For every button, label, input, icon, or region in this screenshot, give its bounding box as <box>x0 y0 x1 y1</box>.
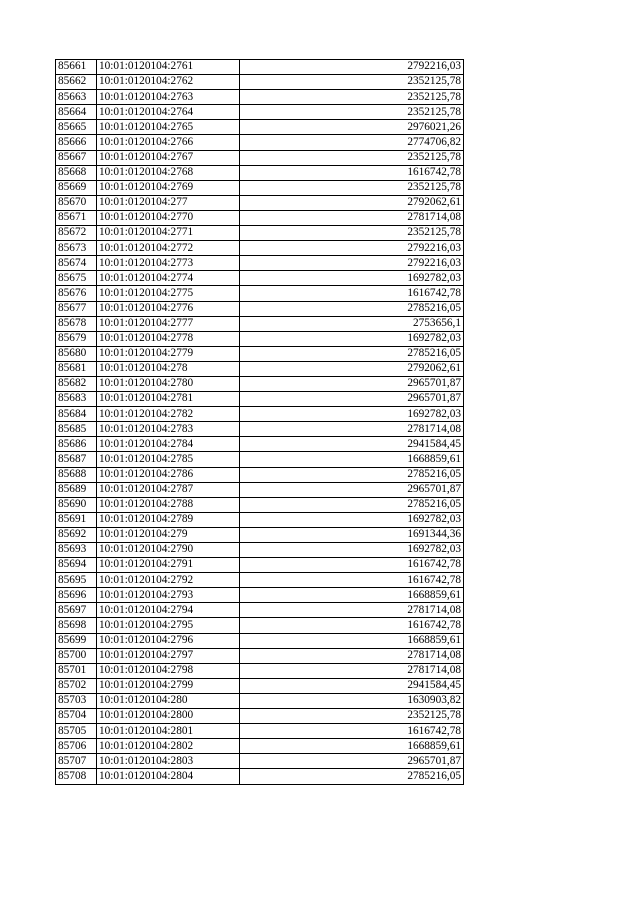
row-number-cell: 85701 <box>56 663 97 678</box>
cadastral-number-cell: 10:01:0120104:279 <box>97 527 240 542</box>
cadastral-number-cell: 10:01:0120104:2802 <box>97 739 240 754</box>
value-cell: 2781714,08 <box>240 663 464 678</box>
row-number-cell: 85697 <box>56 603 97 618</box>
value-cell: 1616742,78 <box>240 618 464 633</box>
cadastral-number-cell: 10:01:0120104:2797 <box>97 648 240 663</box>
table-row <box>56 648 464 663</box>
row-number-cell: 85662 <box>56 75 97 90</box>
row-number-cell: 85691 <box>56 512 97 527</box>
table-row <box>56 286 464 301</box>
table-row <box>56 331 464 346</box>
table-row <box>56 482 464 497</box>
table-row <box>56 497 464 512</box>
cadastral-number-cell: 10:01:0120104:2766 <box>97 135 240 150</box>
cadastral-number-cell: 10:01:0120104:2795 <box>97 618 240 633</box>
value-cell: 2785216,05 <box>240 497 464 512</box>
row-number-cell: 85703 <box>56 693 97 708</box>
cadastral-number-cell: 10:01:0120104:277 <box>97 195 240 210</box>
cadastral-number-cell: 10:01:0120104:2785 <box>97 452 240 467</box>
cadastral-number-cell: 10:01:0120104:2798 <box>97 663 240 678</box>
row-number-cell: 85665 <box>56 120 97 135</box>
value-cell: 2792062,61 <box>240 361 464 376</box>
row-number-cell: 85673 <box>56 241 97 256</box>
row-number-cell: 85695 <box>56 573 97 588</box>
cadastral-number-cell: 10:01:0120104:2803 <box>97 754 240 769</box>
row-number-cell: 85689 <box>56 482 97 497</box>
table-row <box>56 165 464 180</box>
value-cell: 2352125,78 <box>240 180 464 195</box>
table-row <box>56 678 464 693</box>
value-cell: 2976021,26 <box>240 120 464 135</box>
data-table-body <box>56 60 464 785</box>
value-cell: 2781714,08 <box>240 210 464 225</box>
value-cell: 2352125,78 <box>240 709 464 724</box>
table-row <box>56 376 464 391</box>
cadastral-number-cell: 10:01:0120104:2763 <box>97 90 240 105</box>
cadastral-number-cell: 10:01:0120104:2793 <box>97 588 240 603</box>
row-number-cell: 85684 <box>56 407 97 422</box>
row-number-cell: 85707 <box>56 754 97 769</box>
cadastral-number-cell: 10:01:0120104:2780 <box>97 376 240 391</box>
value-cell: 2352125,78 <box>240 90 464 105</box>
row-number-cell: 85693 <box>56 543 97 558</box>
value-cell: 2785216,05 <box>240 467 464 482</box>
table-row <box>56 301 464 316</box>
table-row <box>56 739 464 754</box>
table-row <box>56 437 464 452</box>
row-number-cell: 85688 <box>56 467 97 482</box>
row-number-cell: 85670 <box>56 195 97 210</box>
cadastral-number-cell: 10:01:0120104:2788 <box>97 497 240 512</box>
cadastral-number-cell: 10:01:0120104:2804 <box>97 769 240 784</box>
value-cell: 1616742,78 <box>240 573 464 588</box>
table-row <box>56 588 464 603</box>
table-row <box>56 256 464 271</box>
value-cell: 1616742,78 <box>240 286 464 301</box>
value-cell: 2352125,78 <box>240 75 464 90</box>
value-cell: 2774706,82 <box>240 135 464 150</box>
row-number-cell: 85671 <box>56 210 97 225</box>
row-number-cell: 85704 <box>56 709 97 724</box>
cadastral-number-cell: 10:01:0120104:2764 <box>97 105 240 120</box>
table-row <box>56 754 464 769</box>
value-cell: 1616742,78 <box>240 558 464 573</box>
table-row <box>56 603 464 618</box>
cadastral-number-cell: 10:01:0120104:2786 <box>97 467 240 482</box>
row-number-cell: 85696 <box>56 588 97 603</box>
cadastral-number-cell: 10:01:0120104:2773 <box>97 256 240 271</box>
row-number-cell: 85675 <box>56 271 97 286</box>
cadastral-number-cell: 10:01:0120104:2771 <box>97 226 240 241</box>
table-row <box>56 769 464 784</box>
value-cell: 2781714,08 <box>240 648 464 663</box>
table-row <box>56 512 464 527</box>
row-number-cell: 85687 <box>56 452 97 467</box>
table-row <box>56 407 464 422</box>
cadastral-number-cell: 10:01:0120104:2774 <box>97 271 240 286</box>
value-cell: 2352125,78 <box>240 150 464 165</box>
row-number-cell: 85683 <box>56 392 97 407</box>
value-cell: 2792216,03 <box>240 256 464 271</box>
value-cell: 2965701,87 <box>240 754 464 769</box>
cadastral-number-cell: 10:01:0120104:2777 <box>97 316 240 331</box>
cadastral-number-cell: 10:01:0120104:2794 <box>97 603 240 618</box>
table-row <box>56 210 464 225</box>
value-cell: 2965701,87 <box>240 376 464 391</box>
row-number-cell: 85692 <box>56 527 97 542</box>
cadastral-number-cell: 10:01:0120104:2776 <box>97 301 240 316</box>
row-number-cell: 85708 <box>56 769 97 784</box>
value-cell: 1692782,03 <box>240 512 464 527</box>
cadastral-number-cell: 10:01:0120104:278 <box>97 361 240 376</box>
cadastral-number-cell: 10:01:0120104:2791 <box>97 558 240 573</box>
cadastral-number-cell: 10:01:0120104:2800 <box>97 709 240 724</box>
cadastral-number-cell: 10:01:0120104:2762 <box>97 75 240 90</box>
value-cell: 2781714,08 <box>240 422 464 437</box>
cadastral-number-cell: 10:01:0120104:2779 <box>97 346 240 361</box>
row-number-cell: 85705 <box>56 724 97 739</box>
table-row <box>56 241 464 256</box>
table-row <box>56 558 464 573</box>
value-cell: 2785216,05 <box>240 769 464 784</box>
cadastral-number-cell: 10:01:0120104:2769 <box>97 180 240 195</box>
row-number-cell: 85681 <box>56 361 97 376</box>
table-row <box>56 663 464 678</box>
cadastral-number-cell: 10:01:0120104:2761 <box>97 60 240 75</box>
cadastral-number-cell: 10:01:0120104:2789 <box>97 512 240 527</box>
value-cell: 2785216,05 <box>240 346 464 361</box>
table-row <box>56 75 464 90</box>
data-table <box>55 59 464 785</box>
table-row <box>56 346 464 361</box>
table-row <box>56 90 464 105</box>
row-number-cell: 85661 <box>56 60 97 75</box>
table-row <box>56 527 464 542</box>
cadastral-number-cell: 10:01:0120104:2772 <box>97 241 240 256</box>
row-number-cell: 85680 <box>56 346 97 361</box>
table-row <box>56 724 464 739</box>
value-cell: 2785216,05 <box>240 301 464 316</box>
table-row <box>56 633 464 648</box>
cadastral-number-cell: 10:01:0120104:280 <box>97 693 240 708</box>
row-number-cell: 85682 <box>56 376 97 391</box>
table-row <box>56 60 464 75</box>
value-cell: 2792216,03 <box>240 60 464 75</box>
value-cell: 1668859,61 <box>240 452 464 467</box>
value-cell: 1668859,61 <box>240 739 464 754</box>
value-cell: 2753656,1 <box>240 316 464 331</box>
cadastral-number-cell: 10:01:0120104:2784 <box>97 437 240 452</box>
cadastral-number-cell: 10:01:0120104:2768 <box>97 165 240 180</box>
value-cell: 1692782,03 <box>240 543 464 558</box>
value-cell: 1630903,82 <box>240 693 464 708</box>
table-row <box>56 392 464 407</box>
value-cell: 2352125,78 <box>240 226 464 241</box>
row-number-cell: 85677 <box>56 301 97 316</box>
table-row <box>56 105 464 120</box>
row-number-cell: 85668 <box>56 165 97 180</box>
row-number-cell: 85669 <box>56 180 97 195</box>
table-row <box>56 226 464 241</box>
table-row <box>56 467 464 482</box>
row-number-cell: 85667 <box>56 150 97 165</box>
row-number-cell: 85706 <box>56 739 97 754</box>
cadastral-number-cell: 10:01:0120104:2782 <box>97 407 240 422</box>
row-number-cell: 85664 <box>56 105 97 120</box>
row-number-cell: 85699 <box>56 633 97 648</box>
row-number-cell: 85700 <box>56 648 97 663</box>
table-row <box>56 361 464 376</box>
value-cell: 2941584,45 <box>240 437 464 452</box>
value-cell: 1692782,03 <box>240 407 464 422</box>
value-cell: 1668859,61 <box>240 588 464 603</box>
cadastral-number-cell: 10:01:0120104:2796 <box>97 633 240 648</box>
row-number-cell: 85690 <box>56 497 97 512</box>
value-cell: 2965701,87 <box>240 392 464 407</box>
value-cell: 2965701,87 <box>240 482 464 497</box>
table-row <box>56 573 464 588</box>
value-cell: 1668859,61 <box>240 633 464 648</box>
cadastral-number-cell: 10:01:0120104:2778 <box>97 331 240 346</box>
table-row <box>56 180 464 195</box>
row-number-cell: 85672 <box>56 226 97 241</box>
table-row <box>56 150 464 165</box>
row-number-cell: 85666 <box>56 135 97 150</box>
value-cell: 2352125,78 <box>240 105 464 120</box>
table-row <box>56 618 464 633</box>
row-number-cell: 85679 <box>56 331 97 346</box>
cadastral-number-cell: 10:01:0120104:2792 <box>97 573 240 588</box>
value-cell: 2792216,03 <box>240 241 464 256</box>
table-row <box>56 195 464 210</box>
cadastral-number-cell: 10:01:0120104:2783 <box>97 422 240 437</box>
value-cell: 2941584,45 <box>240 678 464 693</box>
cadastral-number-cell: 10:01:0120104:2787 <box>97 482 240 497</box>
row-number-cell: 85676 <box>56 286 97 301</box>
cadastral-number-cell: 10:01:0120104:2801 <box>97 724 240 739</box>
cadastral-number-cell: 10:01:0120104:2775 <box>97 286 240 301</box>
table-row <box>56 271 464 286</box>
cadastral-number-cell: 10:01:0120104:2790 <box>97 543 240 558</box>
cadastral-number-cell: 10:01:0120104:2781 <box>97 392 240 407</box>
row-number-cell: 85674 <box>56 256 97 271</box>
cadastral-number-cell: 10:01:0120104:2765 <box>97 120 240 135</box>
row-number-cell: 85686 <box>56 437 97 452</box>
table-row <box>56 709 464 724</box>
row-number-cell: 85685 <box>56 422 97 437</box>
table-row <box>56 316 464 331</box>
cadastral-number-cell: 10:01:0120104:2770 <box>97 210 240 225</box>
value-cell: 1692782,03 <box>240 271 464 286</box>
row-number-cell: 85678 <box>56 316 97 331</box>
table-row <box>56 422 464 437</box>
row-number-cell: 85702 <box>56 678 97 693</box>
table-row <box>56 543 464 558</box>
row-number-cell: 85694 <box>56 558 97 573</box>
value-cell: 1616742,78 <box>240 724 464 739</box>
row-number-cell: 85663 <box>56 90 97 105</box>
table-row <box>56 120 464 135</box>
value-cell: 2792062,61 <box>240 195 464 210</box>
table-row <box>56 452 464 467</box>
cadastral-number-cell: 10:01:0120104:2799 <box>97 678 240 693</box>
cadastral-number-cell: 10:01:0120104:2767 <box>97 150 240 165</box>
value-cell: 1691344,36 <box>240 527 464 542</box>
table-row <box>56 135 464 150</box>
value-cell: 1616742,78 <box>240 165 464 180</box>
row-number-cell: 85698 <box>56 618 97 633</box>
table-row <box>56 693 464 708</box>
value-cell: 1692782,03 <box>240 331 464 346</box>
value-cell: 2781714,08 <box>240 603 464 618</box>
